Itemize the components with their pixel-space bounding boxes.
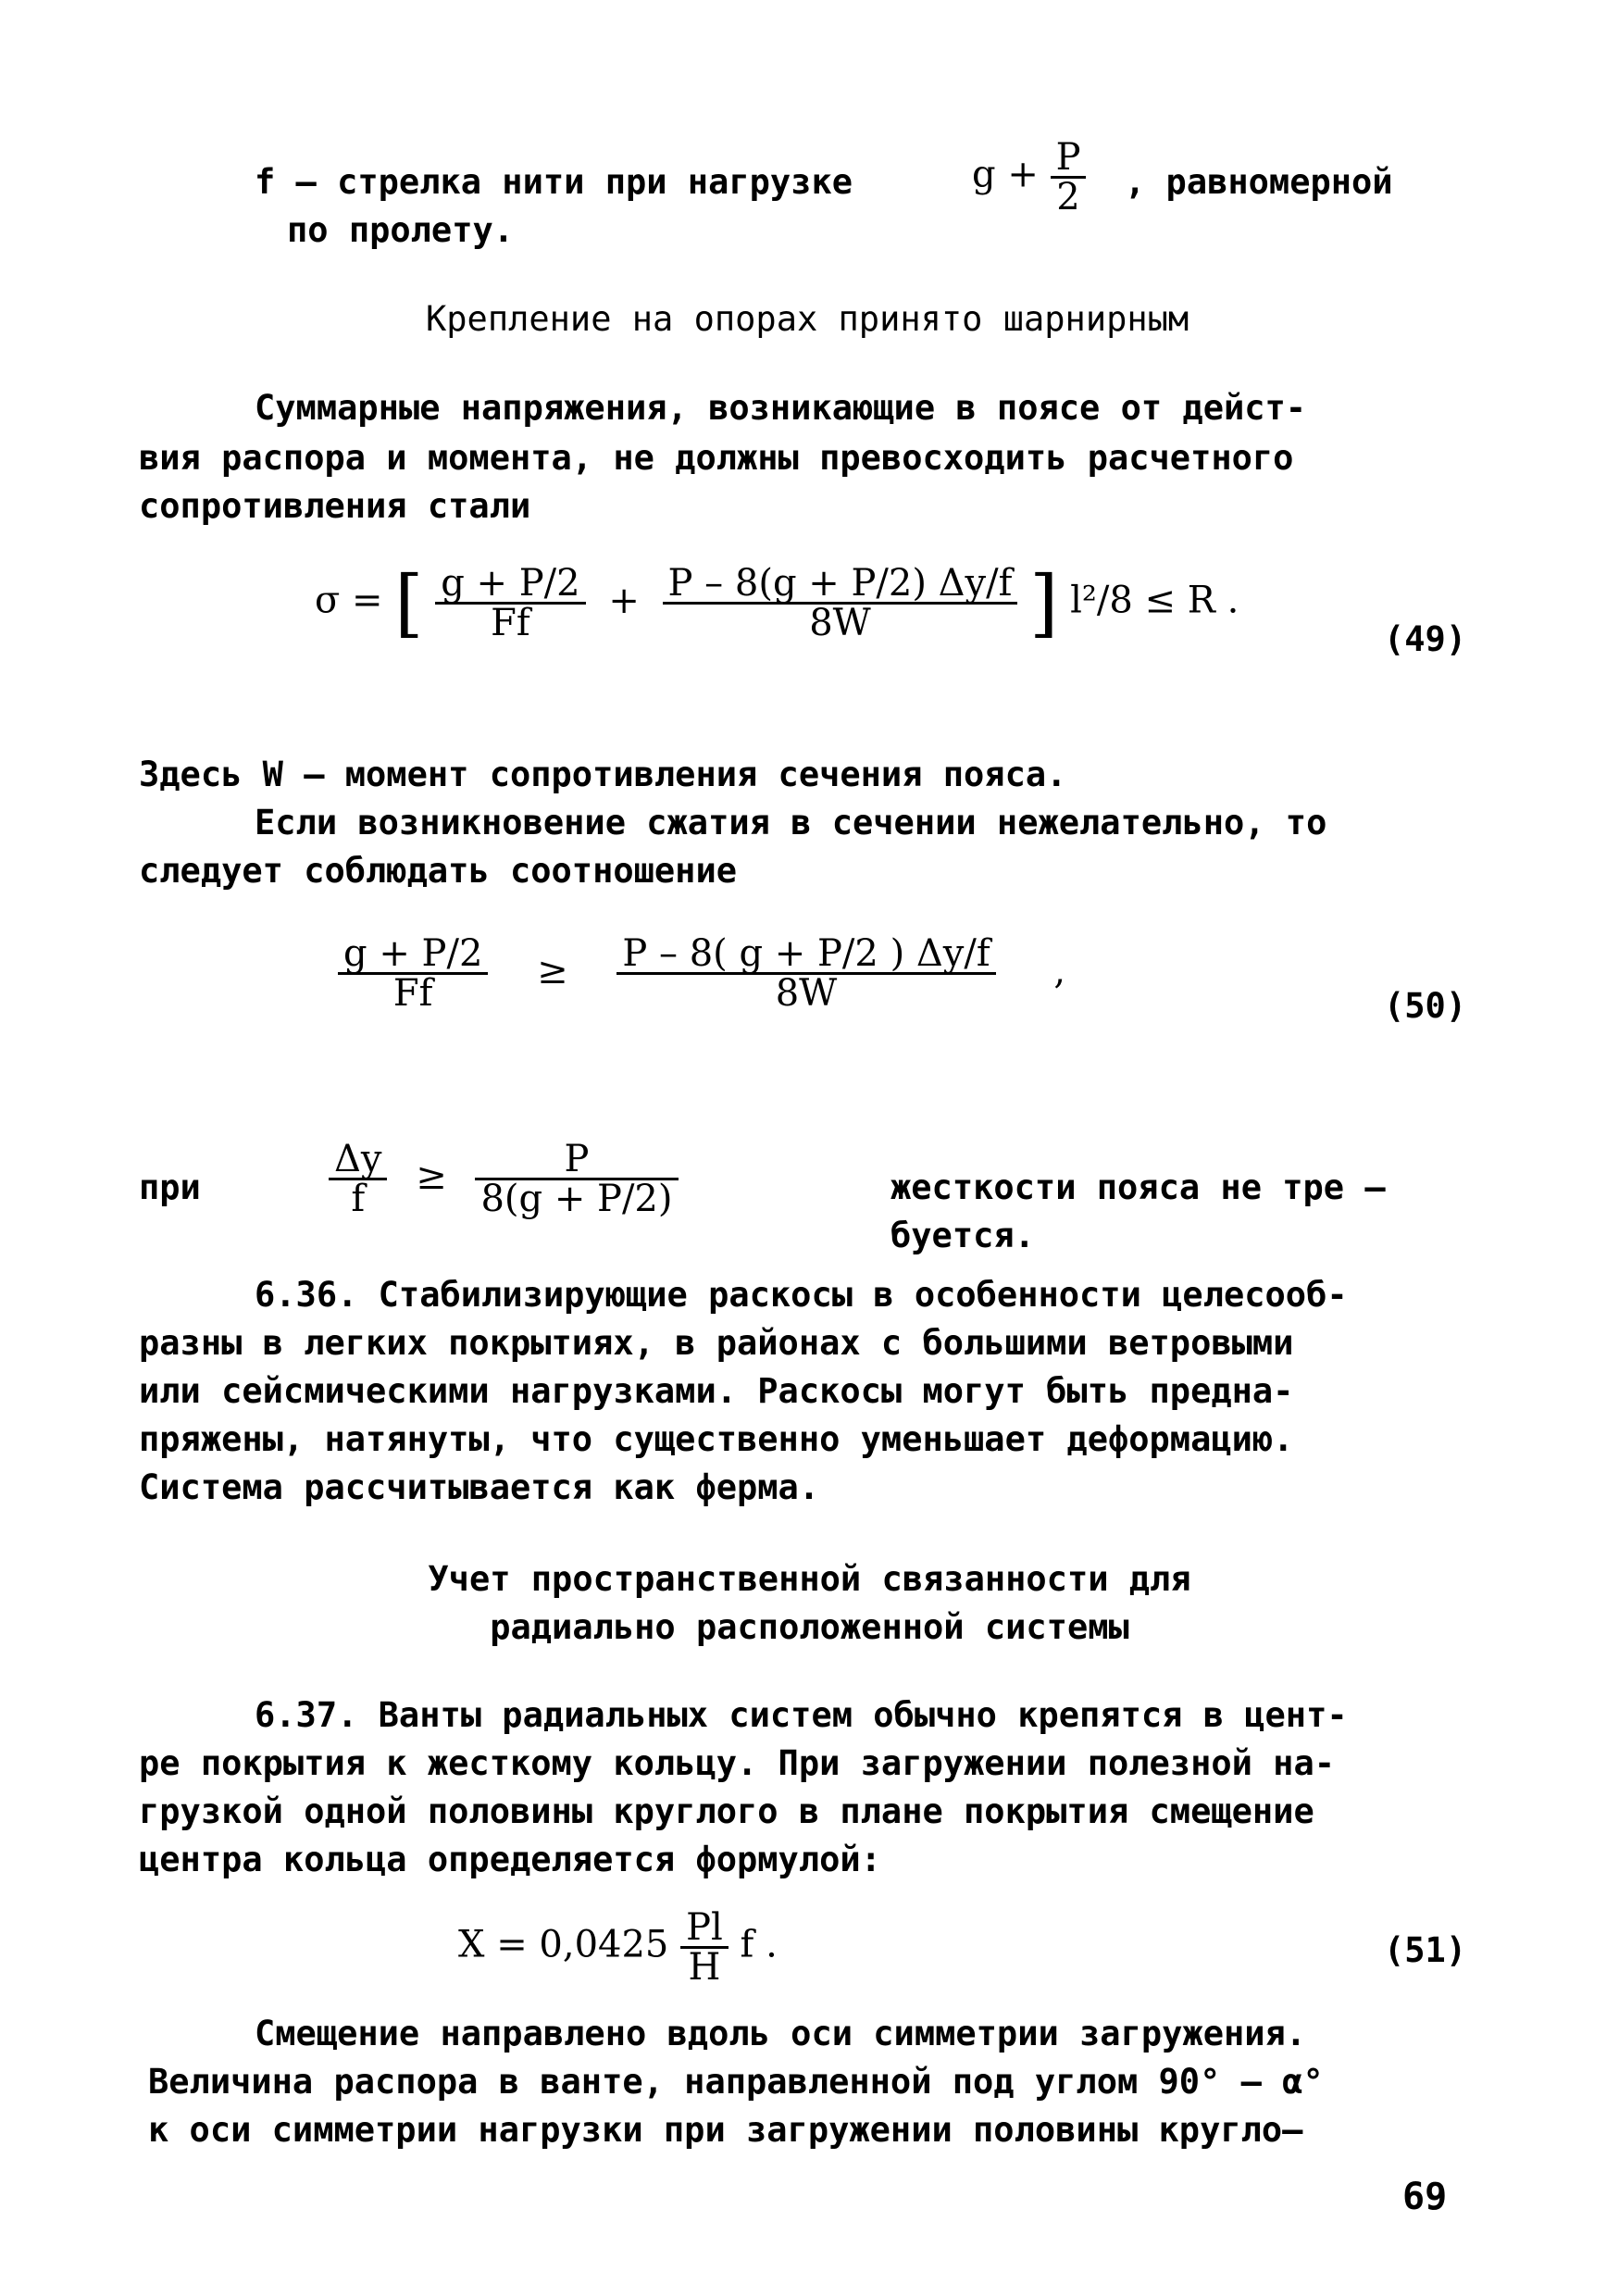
equation-51: X = 0,0425 $\frac{Pl}{H}$ f . <box>458 1906 778 1989</box>
equation-number: (49) <box>1384 619 1467 659</box>
text-pri: при <box>139 1167 201 1207</box>
paragraph-line: Смещение направлено вдоль оси симметрии загружения. <box>255 2014 1307 2053</box>
fraction-2: $\frac{P}{8(g + P/2)}$ <box>475 1141 678 1217</box>
fraction-1: $\frac{\Delta y}{f}$ <box>329 1141 387 1217</box>
paragraph-line: Система рассчитывается как ферма. <box>139 1467 820 1507</box>
text-line <box>255 162 853 202</box>
text-line: буется. <box>890 1216 1035 1255</box>
section-heading: Учет пространственной связанности для <box>428 1559 1191 1599</box>
paragraph-line: 6.36. Стабилизирующие раскосы в особенности целесооб- <box>255 1275 1348 1315</box>
equation-number: (50) <box>1384 986 1467 1026</box>
paragraph-line: грузкой одной половины круглого в плане покрытия смещение <box>139 1791 1314 1831</box>
section-heading: Крепление на опорах принято шарнирным <box>426 299 1189 339</box>
paragraph-line: Суммарные напряжения, возникающие в поясе от дейст- <box>255 388 1307 428</box>
paragraph-line: разны в легких покрытиях, в районах с большими ветровыми <box>139 1323 1294 1363</box>
paragraph-line: вия распора и момента, не должны превосходить расчетного <box>139 438 1294 478</box>
page-number: 69 <box>1402 2176 1448 2218</box>
paragraph-line: центра кольца определяется формулой: <box>139 1840 881 1879</box>
text-line: по пролету. <box>287 210 515 250</box>
paragraph-line: или сейсмическими нагрузками. Раскосы могут быть предна- <box>139 1371 1294 1411</box>
text-line: Здесь W – момент сопротивления сечения пояса. <box>139 755 1067 794</box>
equation-49: σ = [ $\frac{g + P/2}{Ff}$ + $\frac{P - 8(g + P/2) \Delta y/f}{8W}$ ] l²/8 ≤ R . <box>315 559 1239 646</box>
paragraph-line: пряжены, натянуты, что существенно уменьшает деформацию. <box>139 1419 1294 1459</box>
inline-formula: g + $\frac{P}{2}$ <box>972 139 1086 216</box>
paragraph-line: ре покрытия к жесткому кольцу. При загружении полезной на- <box>139 1743 1336 1783</box>
text-line: жесткости пояса не тре – <box>890 1167 1386 1207</box>
paragraph-line: следует соблюдать соотношение <box>139 851 738 891</box>
section-heading: радиально расположенной системы <box>490 1607 1129 1647</box>
paragraph-line: сопротивления стали <box>139 486 531 526</box>
fraction-1: $\frac{g + P/2}{Ff}$ <box>338 935 488 1012</box>
paragraph-line: Если возникновение сжатия в сечении нежелательно, то <box>255 803 1327 842</box>
inline-fraction: $\frac{P}{2}$ <box>1051 139 1087 216</box>
equation-50: $\frac{g + P/2}{Ff}$ ≥ $\frac{P - 8( g + P/2 ) \Delta y/f}{8W}$ , <box>338 935 1065 1012</box>
paragraph-line: к оси симметрии нагрузки при загружении половины кругло– <box>148 2110 1303 2150</box>
fraction-2: $\frac{P - 8(g + P/2) \Delta y/f}{8W}$ <box>663 565 1018 642</box>
text-f: f – стрелка нити при нагрузке <box>255 162 853 202</box>
paragraph-line: Величина распора в ванте, направленной под углом 90° – α° <box>148 2062 1324 2102</box>
condition-formula: $\frac{\Delta y}{f}$ ≥ $\frac{P}{8(g + P/2)}$ <box>329 1141 679 1217</box>
fraction-1: $\frac{g + P/2}{Ff}$ <box>435 565 585 642</box>
fraction-2: $\frac{P - 8( g + P/2 ) \Delta y/f}{8W}$ <box>616 935 995 1012</box>
paragraph-line: 6.37. Ванты радиальных систем обычно крепятся в цент- <box>255 1695 1348 1735</box>
fraction: $\frac{Pl}{H}$ <box>680 1909 729 1986</box>
text-line: , равномерной <box>1125 162 1393 202</box>
equation-number: (51) <box>1384 1930 1467 1970</box>
